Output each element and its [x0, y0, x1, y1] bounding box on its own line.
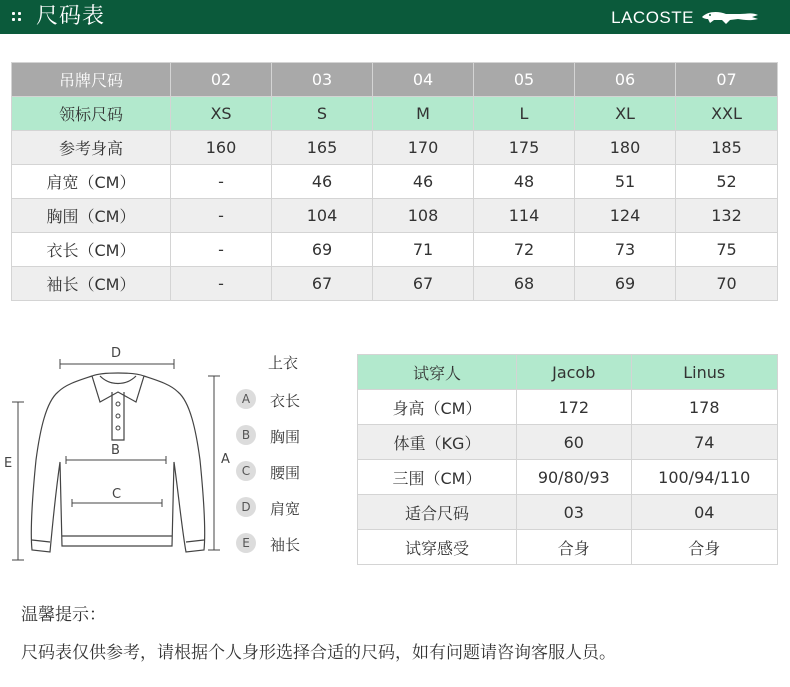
- legend-item-text: 肩宽: [270, 500, 301, 518]
- legend-item-text: 衣长: [270, 392, 301, 410]
- fit-row-label: 三围（CM）: [358, 460, 517, 495]
- fit-row: [358, 495, 778, 530]
- size-cell: -: [171, 233, 272, 267]
- size-row: [12, 131, 778, 165]
- legend-item: [234, 533, 334, 555]
- size-cell: 73: [575, 233, 676, 267]
- size-cell: 132: [676, 199, 778, 233]
- notes-title: 温馨提示：: [21, 605, 106, 625]
- label-d: D: [111, 346, 122, 361]
- size-cell: 48: [474, 165, 575, 199]
- size-cell: -: [171, 199, 272, 233]
- fit-row: [358, 390, 778, 425]
- size-cell: L: [474, 97, 575, 131]
- size-cell: 185: [676, 131, 778, 165]
- fit-row-label: 身高（CM）: [358, 390, 517, 425]
- size-row-label: 吊牌尺码: [12, 63, 171, 97]
- size-row-label: 衣长（CM）: [12, 233, 171, 267]
- size-cell: 72: [474, 233, 575, 267]
- fit-row: [358, 530, 778, 565]
- fit-row-label: 适合尺码: [358, 495, 517, 530]
- size-row-label: 参考身高: [12, 131, 171, 165]
- size-cell: 114: [474, 199, 575, 233]
- size-row: [12, 199, 778, 233]
- fit-cell: 04: [631, 495, 778, 530]
- fit-cell: 74: [631, 425, 778, 460]
- size-cell: 04: [373, 63, 474, 97]
- size-cell: M: [373, 97, 474, 131]
- legend-item: [234, 461, 334, 483]
- size-cell: XS: [171, 97, 272, 131]
- fit-row-label: 体重（KG）: [358, 425, 517, 460]
- fit-cell: 100/94/110: [631, 460, 778, 495]
- size-cell: 165: [272, 131, 373, 165]
- label-c: C: [112, 487, 122, 502]
- size-cell: 46: [272, 165, 373, 199]
- size-cell: 75: [676, 233, 778, 267]
- label-e: E: [4, 456, 13, 471]
- fit-cell: 178: [631, 390, 778, 425]
- legend-letter-badge: D: [236, 497, 256, 517]
- fit-cell: 172: [517, 390, 632, 425]
- legend-item-text: 腰围: [270, 464, 301, 482]
- brand-name: LACOSTE: [611, 8, 694, 27]
- size-cell: 69: [272, 233, 373, 267]
- size-cell: 108: [373, 199, 474, 233]
- size-row: [12, 63, 778, 97]
- size-cell: 69: [575, 267, 676, 301]
- size-cell: -: [171, 165, 272, 199]
- fit-cell: Jacob: [517, 355, 632, 390]
- size-cell: 70: [676, 267, 778, 301]
- size-table: [11, 62, 778, 301]
- size-cell: 03: [272, 63, 373, 97]
- size-row: [12, 233, 778, 267]
- size-row: [12, 165, 778, 199]
- size-cell: 180: [575, 131, 676, 165]
- fit-row: [358, 460, 778, 495]
- size-cell: 124: [575, 199, 676, 233]
- legend-title: 上衣: [268, 354, 299, 372]
- page-header: [0, 0, 790, 34]
- size-cell: 52: [676, 165, 778, 199]
- size-cell: 160: [171, 131, 272, 165]
- size-cell: 104: [272, 199, 373, 233]
- fit-row: [358, 425, 778, 460]
- fit-row-label: 试穿人: [358, 355, 517, 390]
- size-row: [12, 267, 778, 301]
- page-title: 尺码表: [36, 4, 106, 29]
- size-cell: XL: [575, 97, 676, 131]
- fit-table: [357, 354, 778, 565]
- label-a: A: [221, 452, 230, 467]
- notes-text: 尺码表仅供参考，请根据个人身形选择合适的尺码，如有问题请咨询客服人员。: [21, 643, 616, 663]
- legend-letter-badge: E: [236, 533, 256, 553]
- size-cell: 170: [373, 131, 474, 165]
- legend-item: [234, 497, 334, 519]
- legend-letter-badge: C: [236, 461, 256, 481]
- fit-row-label: 试穿感受: [358, 530, 517, 565]
- size-cell: 46: [373, 165, 474, 199]
- legend-item: [234, 389, 334, 411]
- fit-cell: 90/80/93: [517, 460, 632, 495]
- fit-cell: Linus: [631, 355, 778, 390]
- size-cell: 06: [575, 63, 676, 97]
- size-row-label: 胸围（CM）: [12, 199, 171, 233]
- fit-cell: 合身: [517, 530, 632, 565]
- legend-item-text: 胸围: [270, 428, 301, 446]
- fit-cell: 03: [517, 495, 632, 530]
- size-row-label: 领标尺码: [12, 97, 171, 131]
- size-cell: S: [272, 97, 373, 131]
- size-cell: 175: [474, 131, 575, 165]
- size-cell: 05: [474, 63, 575, 97]
- size-cell: XXL: [676, 97, 778, 131]
- legend-item: [234, 425, 334, 447]
- fit-cell: 合身: [631, 530, 778, 565]
- size-cell: 51: [575, 165, 676, 199]
- size-cell: 07: [676, 63, 778, 97]
- size-row-label: 肩宽（CM）: [12, 165, 171, 199]
- size-cell: 67: [272, 267, 373, 301]
- size-cell: 02: [171, 63, 272, 97]
- crocodile-logo-icon: [700, 7, 760, 27]
- label-b: B: [111, 443, 120, 458]
- size-cell: 71: [373, 233, 474, 267]
- fit-cell: 60: [517, 425, 632, 460]
- size-row-label: 袖长（CM）: [12, 267, 171, 301]
- grid-dots-icon: [12, 10, 22, 24]
- fit-row: [358, 355, 778, 390]
- size-cell: 68: [474, 267, 575, 301]
- legend-letter-badge: B: [236, 425, 256, 445]
- size-cell: -: [171, 267, 272, 301]
- size-row: [12, 97, 778, 131]
- legend-item-text: 袖长: [270, 536, 301, 554]
- legend-letter-badge: A: [236, 389, 256, 409]
- size-cell: 67: [373, 267, 474, 301]
